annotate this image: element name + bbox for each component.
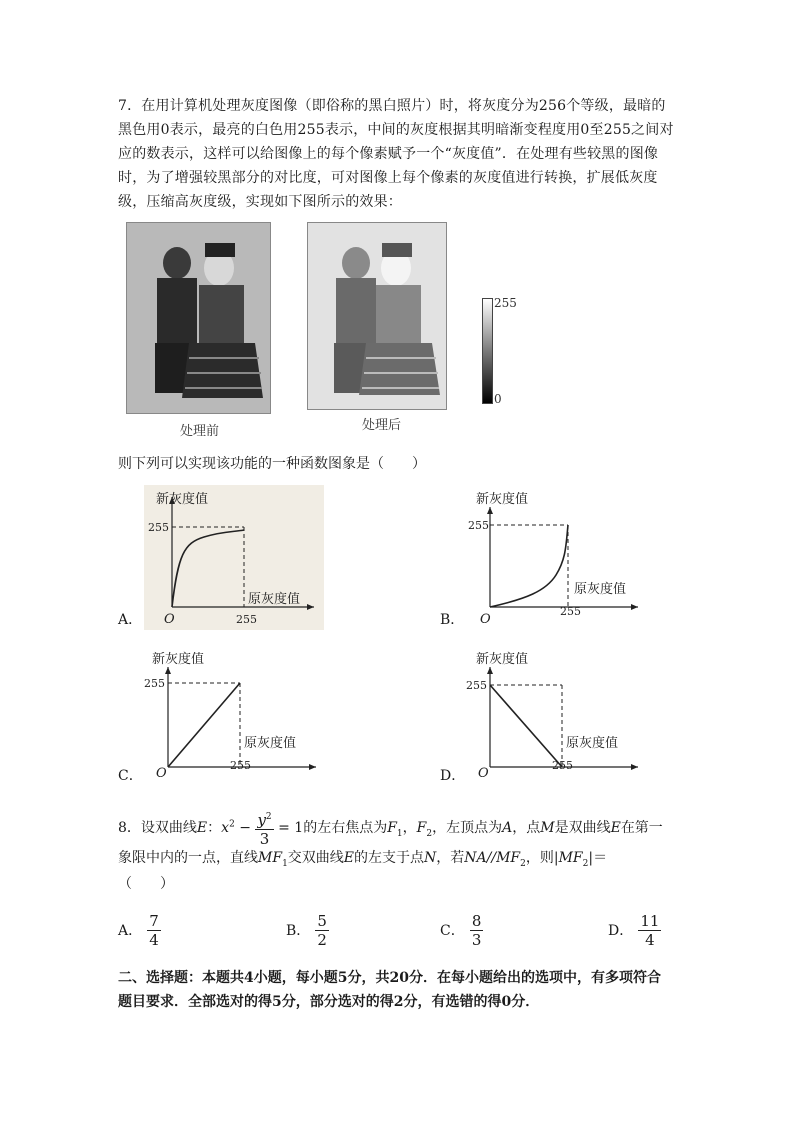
- option-letter: C．: [118, 768, 143, 784]
- option-a-graph: [144, 485, 324, 630]
- origin-label: O: [156, 766, 167, 781]
- option-c[interactable]: [118, 645, 318, 785]
- question-8-paren: （ ）: [118, 876, 174, 892]
- option-letter: A．: [118, 612, 143, 628]
- caption-before: 处理前: [180, 424, 220, 439]
- section-2-line2: 题目要求．全部选对的得5分，部分选对的得2分，有选错的得0分．: [118, 994, 540, 1010]
- option-b-graph: [466, 485, 646, 630]
- origin-label: O: [478, 766, 489, 781]
- option-a[interactable]: [118, 485, 318, 630]
- caption-after: 处理后: [362, 418, 402, 433]
- option-b[interactable]: [440, 485, 640, 630]
- x-axis-label: 原灰度值: [574, 582, 627, 597]
- scale-bottom-label: 0: [494, 392, 502, 406]
- y-tick-label: 255: [148, 521, 169, 534]
- y-tick-label: 255: [144, 677, 165, 690]
- y-axis-label: 新灰度值: [152, 652, 205, 667]
- photo-after: [307, 222, 447, 410]
- y-axis-label: 新灰度值: [156, 492, 209, 507]
- q8-option-c[interactable]: C． $\frac{8}{3}$: [440, 912, 482, 949]
- x-tick-label: 255: [560, 605, 581, 618]
- x-axis-label: 原灰度值: [244, 736, 297, 751]
- origin-label: O: [480, 612, 491, 627]
- y-axis-label: 新灰度值: [476, 652, 529, 667]
- photo-before: [126, 222, 271, 414]
- y-axis-label: 新灰度值: [476, 492, 529, 507]
- grayscale-bar: [482, 298, 493, 404]
- question-8-line1: 8．设双曲线E：$x^2$ − $\frac{y^2}{3}$ = 1的左右焦点为$F_1$，$F_2$，左顶点为A，点M是双曲线E在第一: [118, 808, 688, 848]
- couple-figure-icon: [308, 223, 446, 409]
- y-tick-label: 255: [466, 679, 487, 692]
- question-7-text: 7．在用计算机处理灰度图像（即俗称的黑白照片）时，将灰度分为256个等级，最暗的黑色用0表示，最亮的白色用255表示，中间的灰度根据其明暗渐变程度用0至255之间对应的数表示，这样可以给图像上的每个像素赋予一个“灰度值”．在处理有些较黑的图像时，为了增强较黑部分的对比度，可对图像上每个像素的灰度值进行转换，扩展低灰度级，压缩高灰度级，实现如下图所示的效果：: [118, 98, 674, 210]
- scale-top-label: 255: [494, 296, 517, 310]
- x-axis-label: 原灰度值: [566, 736, 619, 751]
- q8-option-a[interactable]: A． $\frac{7}{4}$: [118, 912, 159, 949]
- question-7-prompt: 则下列可以实现该功能的一种函数图象是（ ）: [118, 456, 426, 472]
- x-tick-label: 255: [552, 759, 573, 772]
- option-d[interactable]: [440, 645, 640, 785]
- q8-option-d[interactable]: D． $\frac{11}{4}$: [608, 912, 660, 949]
- section-2-line1: 二、选择题：本题共4小题，每小题5分，共20分．在每小题给出的选项中，有多项符合: [118, 970, 661, 986]
- option-d-graph: [466, 645, 646, 785]
- question-8-line2: 象限中内的一点，直线$MF_1$交双曲线E的左支于点N，若$NA//MF_2$，则$|MF_2|=$: [118, 850, 608, 869]
- origin-label: O: [164, 612, 175, 627]
- couple-figure-icon: [127, 223, 270, 413]
- y2-over-3: $\frac{y^2}{3}$: [255, 808, 273, 848]
- x-axis-label: 原灰度值: [248, 592, 301, 607]
- option-letter: B．: [440, 612, 465, 628]
- q8-option-b[interactable]: B． $\frac{5}{2}$: [286, 912, 327, 949]
- x-tick-label: 255: [230, 759, 251, 772]
- x-tick-label: 255: [236, 613, 257, 626]
- option-letter: D．: [440, 768, 466, 784]
- y-tick-label: 255: [468, 519, 489, 532]
- option-c-graph: [144, 645, 324, 785]
